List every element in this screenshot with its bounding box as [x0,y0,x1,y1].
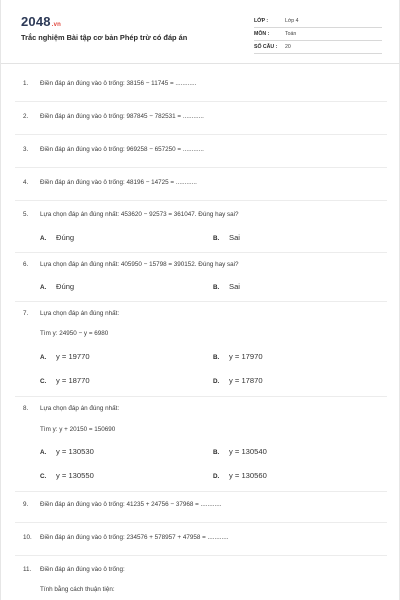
worksheet-title: Trắc nghiệm Bài tập cơ bản Phép trừ có đáp án [21,33,188,42]
question-text: Điền đáp án đúng vào ô trống: 48196 − 14725 = ............ [40,179,197,186]
worksheet-header [1,0,400,64]
divider [15,134,387,135]
question-number: 10. [23,534,32,541]
question-text: Lựa chọn đáp án đúng nhất: 453620 − 92573 = 361047. Đúng hay sai? [40,211,239,218]
question-number: 2. [23,113,29,120]
question-text: Lựa chọn đáp án đúng nhất: [40,310,120,317]
divider [15,491,387,492]
question-11 [23,566,125,573]
question-3 [23,146,204,153]
meta-label: SỐ CÂU : [254,44,278,50]
option-a[interactable] [40,233,74,242]
option-letter: B. [213,354,220,361]
option-text: y = 130540 [229,447,267,456]
question-6 [23,261,239,268]
question-1 [23,80,196,87]
option-letter: A. [40,354,47,361]
option-a[interactable] [40,352,90,361]
meta-value: Toán [285,31,297,37]
question-text: Điền đáp án đúng vào ô trống: 41235 + 24756 − 37968 = ............ [40,501,222,508]
question-subtext: Tính bằng cách thuận tiện: [40,586,115,593]
divider [15,167,387,168]
divider [15,200,387,201]
question-9 [23,501,222,508]
question-text: Điền đáp án đúng vào ô trống: 38156 − 11745 = ............ [40,80,197,87]
option-c[interactable] [40,471,94,480]
question-number: 7. [23,310,29,317]
meta-row-question-count [254,41,382,54]
option-c[interactable] [40,376,90,385]
question-text: Lựa chọn đáp án đúng nhất: 405950 − 15798 = 390152. Đúng hay sai? [40,261,239,268]
question-subtext: Tìm y: y + 20150 = 150690 [40,426,116,433]
option-text: y = 130560 [229,471,267,480]
option-text: y = 17870 [229,376,263,385]
question-number: 9. [23,501,29,508]
divider [15,252,387,253]
option-letter: B. [213,235,220,242]
option-d[interactable] [213,471,267,480]
meta-row-subject [254,28,382,41]
meta-label: LỚP : [254,18,269,24]
option-letter: A. [40,235,47,242]
question-text: Điền đáp án đúng vào ô trống: 987845 − 782531 = ............ [40,113,204,120]
option-b[interactable] [213,447,267,456]
option-text: y = 130530 [56,447,94,456]
question-number: 5. [23,211,29,218]
question-8 [23,405,119,412]
option-text: Sai [229,233,240,242]
option-b[interactable] [213,352,263,361]
option-letter: B. [213,284,220,291]
option-letter: A. [40,284,47,291]
divider [15,301,387,302]
question-7 [23,310,119,317]
question-number: 8. [23,405,29,412]
option-letter: B. [213,449,220,456]
meta-value: Lớp 4 [285,18,299,24]
question-10 [23,534,229,541]
option-text: Sai [229,282,240,291]
question-5 [23,211,239,218]
logo-tld: .vn [51,22,62,28]
question-2 [23,113,204,120]
option-letter: A. [40,449,47,456]
question-subtext: Tìm y: 24950 − y = 6980 [40,330,109,337]
option-text: y = 17970 [229,352,263,361]
logo-main: 2048 [21,14,51,29]
option-b[interactable] [213,233,240,242]
option-text: Đúng [56,233,75,242]
option-a[interactable] [40,282,74,291]
option-letter: D. [213,378,220,385]
option-b[interactable] [213,282,240,291]
option-d[interactable] [213,376,263,385]
site-logo[interactable] [21,14,61,29]
question-number: 11. [23,566,32,573]
question-number: 1. [23,80,29,87]
divider [15,522,387,523]
meta-row-grade [254,15,382,28]
option-letter: C. [40,378,47,385]
question-number: 3. [23,146,29,153]
divider [15,396,387,397]
question-number: 6. [23,261,29,268]
question-4 [23,179,197,186]
divider [15,555,387,556]
option-text: Đúng [56,282,75,291]
question-number: 4. [23,179,29,186]
meta-value: 20 [285,44,291,50]
option-a[interactable] [40,447,94,456]
option-text: y = 130550 [56,471,94,480]
question-text: Điền đáp án đúng vào ô trống: 969258 − 657250 = ............ [40,146,204,153]
question-text: Điền đáp án đúng vào ô trống: [40,566,125,573]
meta-label: MÔN : [254,31,270,37]
question-text: Lựa chọn đáp án đúng nhất: [40,405,120,412]
option-letter: C. [40,473,47,480]
option-letter: D. [213,473,220,480]
divider [15,101,387,102]
question-text: Điền đáp án đúng vào ô trống: 234576 + 578957 + 47958 = ............ [40,534,229,541]
option-text: y = 18770 [56,376,90,385]
option-text: y = 19770 [56,352,90,361]
